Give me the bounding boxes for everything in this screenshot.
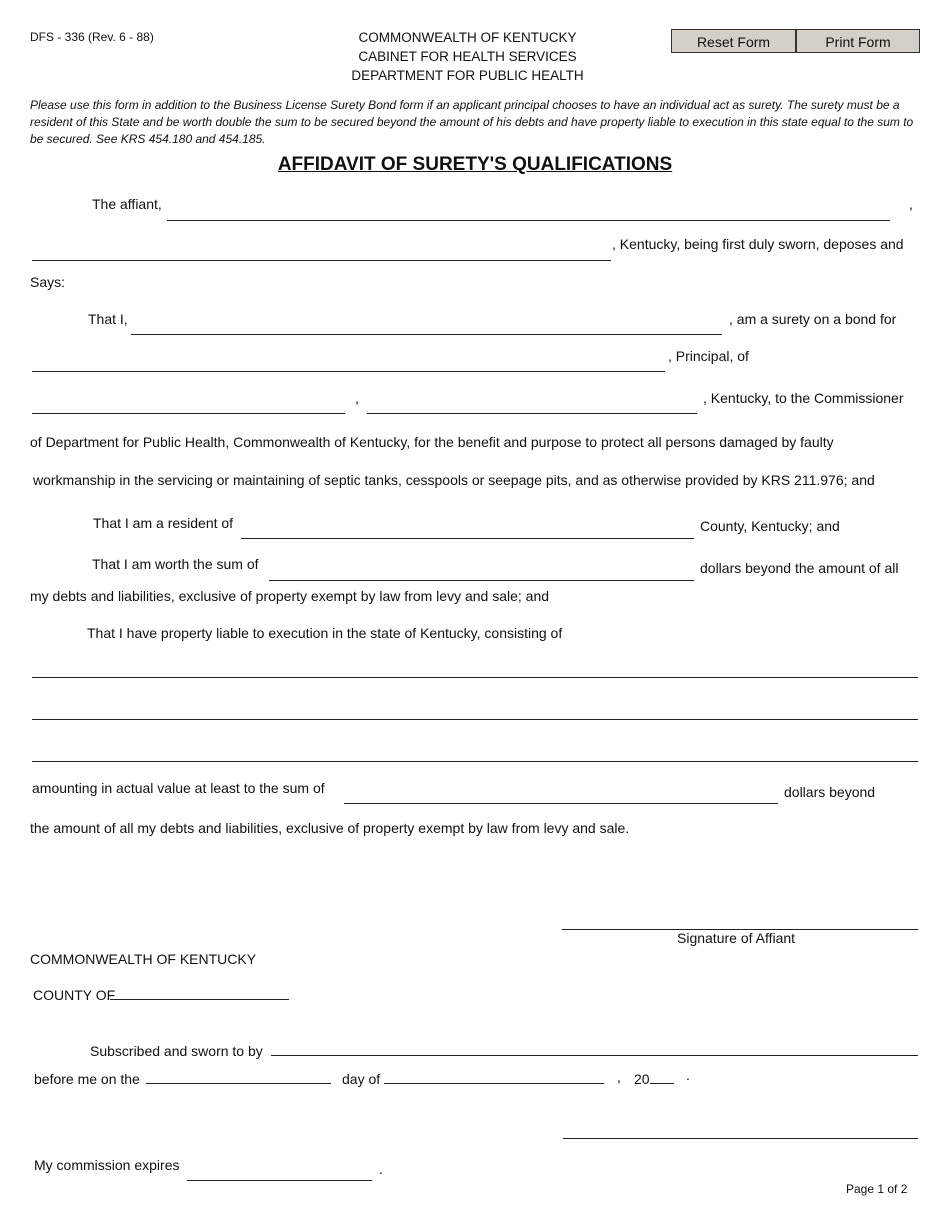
workmanship-text: workmanship in the servicing or maintaining of septic tanks, cesspools or seepage pits, and as otherwise provided by KRS 211.976; and: [33, 472, 875, 488]
property-description-field-3[interactable]: [32, 741, 918, 762]
principal-address-field[interactable]: [32, 393, 345, 414]
department-text: of Department for Public Health, Commonwealth of Kentucky, for the benefit and purpose to protect all persons damaged by faulty: [30, 434, 834, 450]
kentucky-sworn-text: , Kentucky, being first duly sworn, deposes and: [612, 236, 904, 252]
amounting-label: amounting in actual value at least to the sum of: [32, 780, 325, 796]
am-surety-text: , am a surety on a bond for: [729, 311, 897, 327]
commission-label: My commission expires: [34, 1157, 180, 1173]
notary-signature-line[interactable]: [563, 1138, 918, 1139]
comma-text: ,: [909, 196, 913, 212]
year-field[interactable]: [650, 1063, 674, 1084]
property-description-field-2[interactable]: [32, 699, 918, 720]
affiant-city-field[interactable]: [32, 240, 611, 261]
notary-commonwealth: COMMONWEALTH OF KENTUCKY: [30, 951, 257, 967]
resident-county-field[interactable]: [241, 518, 694, 539]
comma-text-2: ,: [355, 390, 359, 406]
dollars-beyond-all-text: dollars beyond the amount of all: [700, 560, 899, 576]
property-value-field[interactable]: [344, 783, 778, 804]
page-title: AFFIDAVIT OF SURETY'S QUALIFICATIONS: [277, 154, 673, 175]
header-line-2: CABINET FOR HEALTH SERVICES: [358, 49, 577, 64]
commission-period: .: [379, 1161, 383, 1177]
before-me-label: before me on the: [34, 1071, 140, 1087]
worth-sum-field[interactable]: [269, 560, 694, 581]
worth-label: That I am worth the sum of: [92, 556, 259, 572]
county-kentucky-text: County, Kentucky; and: [700, 518, 840, 534]
header-line-1: COMMONWEALTH OF KENTUCKY: [358, 30, 577, 45]
subscribed-by-field[interactable]: [271, 1035, 918, 1056]
dollars-beyond-text: dollars beyond: [784, 784, 876, 800]
commission-expires-field[interactable]: [187, 1160, 372, 1181]
month-field[interactable]: [384, 1063, 604, 1084]
debts-text: my debts and liabilities, exclusive of property exempt by law from levy and sale; and: [30, 588, 550, 604]
principal-of-text: , Principal, of: [668, 348, 749, 364]
says-text: Says:: [30, 274, 66, 290]
principal-name-field[interactable]: [32, 351, 665, 372]
agency-header: [310, 28, 625, 85]
print-form-button[interactable]: Print Form: [796, 29, 920, 53]
date-comma: ,: [617, 1069, 621, 1085]
form-code: DFS - 336 (Rev. 6 - 88): [30, 30, 154, 44]
header-line-3: DEPARTMENT FOR PUBLIC HEALTH: [351, 68, 584, 83]
signature-label: Signature of Affiant: [677, 930, 796, 946]
property-description-field-1[interactable]: [32, 657, 918, 678]
day-of-label: day of: [342, 1071, 381, 1087]
principal-city-field[interactable]: [367, 393, 697, 414]
year-prefix: 20: [634, 1071, 650, 1087]
affiant-label: The affiant,: [92, 196, 162, 212]
county-field[interactable]: [110, 979, 289, 1000]
county-of-label: COUNTY OF: [33, 987, 116, 1003]
intro-instructions: Please use this form in addition to the Business License Surety Bond form if an applicant principal chooses to have an individual act as surety. The surety must be a resident of this State and be worth double the sum to be secured beyond the amount of his debts and have property liable to execution in this state equal to the sum to be secured. See KRS 454.180 and 454.185.: [30, 98, 914, 146]
reset-form-button[interactable]: Reset Form: [671, 29, 796, 53]
day-field[interactable]: [146, 1063, 331, 1084]
kentucky-commissioner-text: , Kentucky, to the Commissioner: [703, 390, 904, 406]
subscribed-label: Subscribed and sworn to by: [90, 1043, 263, 1059]
amount-all-text: the amount of all my debts and liabilities, exclusive of property exempt by law from levy and sale.: [30, 820, 630, 836]
date-period: .: [686, 1067, 690, 1083]
property-text: That I have property liable to execution in the state of Kentucky, consisting of: [87, 625, 563, 641]
surety-name-field[interactable]: [131, 314, 722, 335]
that-i-label: That I,: [88, 311, 128, 327]
page-number: Page 1 of 2: [846, 1182, 908, 1196]
resident-label: That I am a resident of: [93, 515, 234, 531]
affiant-name-field[interactable]: [167, 200, 890, 221]
